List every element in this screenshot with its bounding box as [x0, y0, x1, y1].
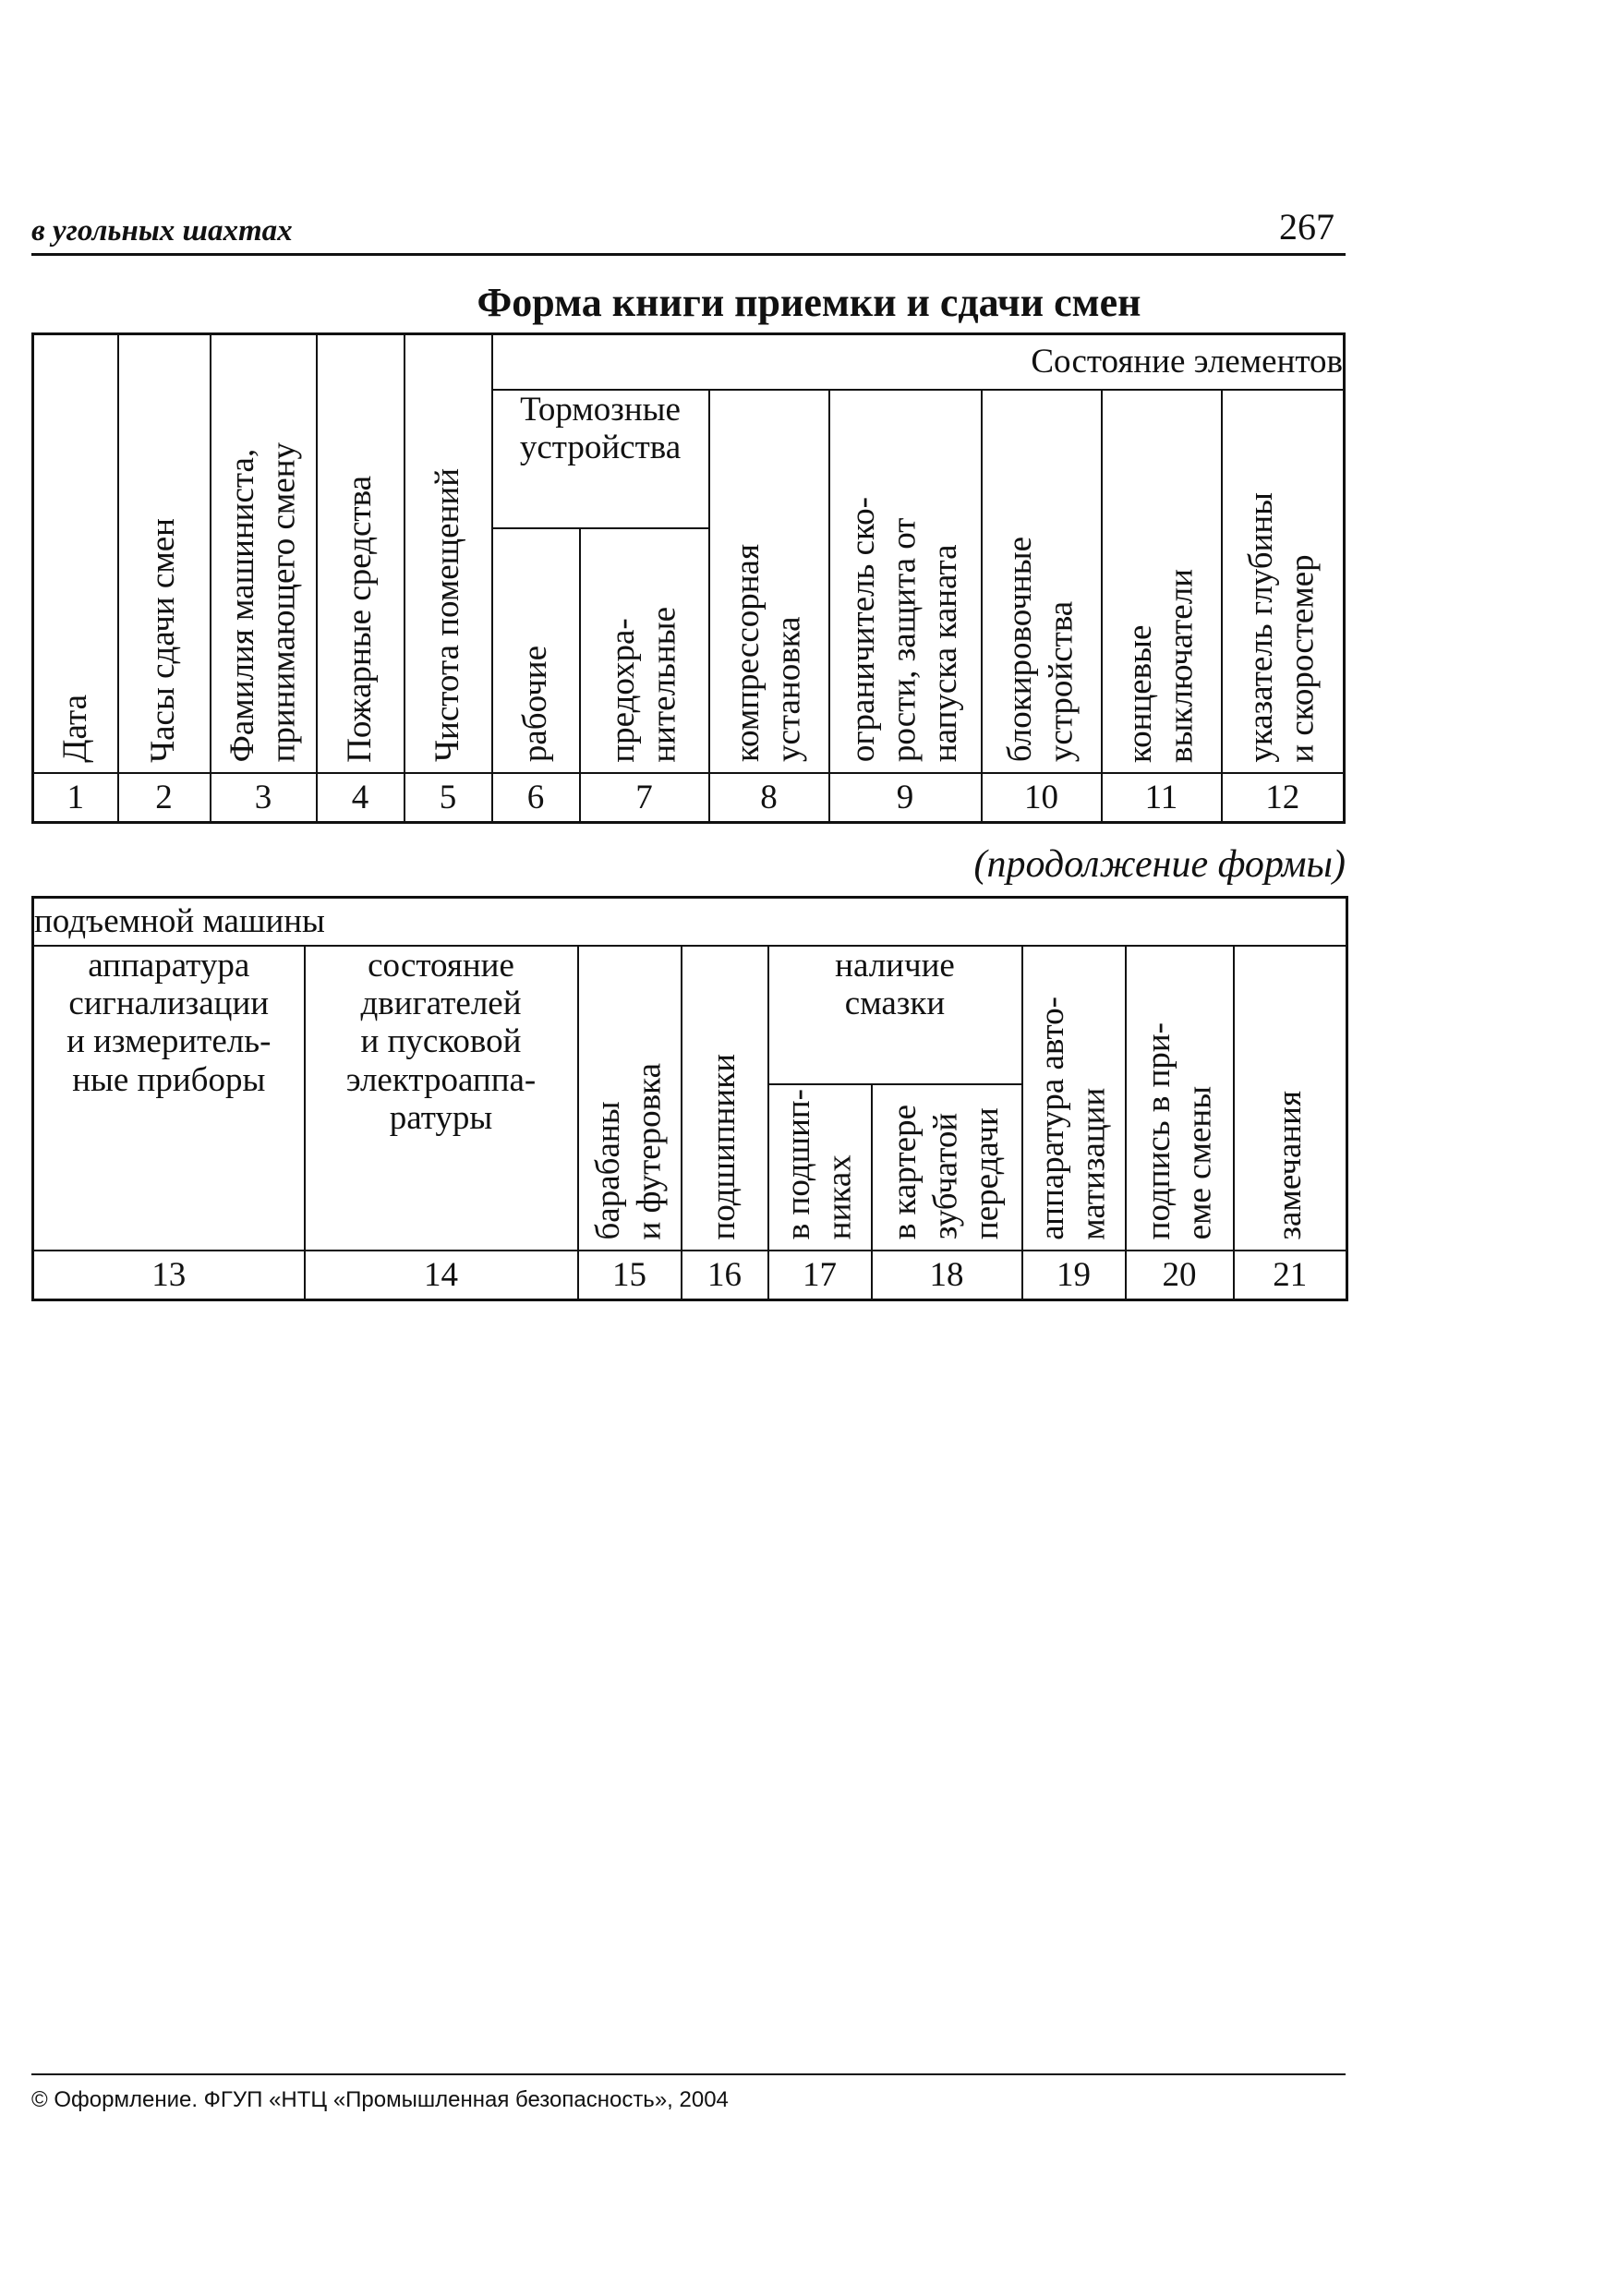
col-shift-hours-header: Часы сдачи смен [118, 334, 211, 773]
column-number: 3 [211, 773, 317, 823]
col-limit-switches-header: концевые выключатели [1102, 390, 1222, 773]
column-number: 14 [305, 1251, 578, 1300]
column-number: 2 [118, 773, 211, 823]
col-lubrication-bearings-header: в подшип- никах [768, 1084, 872, 1251]
column-number: 9 [829, 773, 982, 823]
brake-devices-group-header: Тормозные устройства [492, 390, 709, 528]
column-number: 13 [33, 1251, 305, 1300]
page-number: 267 [1279, 206, 1334, 248]
column-number: 16 [682, 1251, 768, 1300]
col-drums-lining-header: барабаны и футеровка [578, 946, 682, 1251]
col-depth-indicator-header: указатель глубины и скоростемер [1222, 390, 1345, 773]
running-header: в угольных шахтах [31, 214, 293, 248]
footer-rule [31, 2073, 1346, 2075]
column-number: 15 [578, 1251, 682, 1300]
column-number: 5 [404, 773, 492, 823]
col-bearings-header: подшипники [682, 946, 768, 1251]
shift-handover-table-part1 [31, 332, 1346, 824]
hoist-machine-group-header: подъемной машины [33, 898, 1347, 946]
column-number: 7 [580, 773, 709, 823]
col-interlock-devices-header: блокировочные устройства [982, 390, 1102, 773]
col-speed-limiter-header: ограничитель ско- рости, защита от напуска каната [829, 390, 982, 773]
shift-handover-table-part2 [31, 896, 1348, 1301]
column-number: 18 [872, 1251, 1022, 1300]
column-number: 17 [768, 1251, 872, 1300]
col-room-cleanliness-header: Чистота помещений [404, 334, 492, 773]
col-fire-equipment-header: Пожарные средства [317, 334, 404, 773]
form-title: Форма книги приемки и сдачи смен [477, 280, 1141, 325]
elements-state-group-header: Состояние элементов [492, 334, 1345, 390]
col-date-header: Дата [33, 334, 118, 773]
col-signaling-equipment-header: аппаратура сигнализации и измеритель- ные приборы [33, 946, 305, 1251]
header-rule [31, 253, 1346, 256]
column-number: 8 [709, 773, 829, 823]
column-number: 10 [982, 773, 1102, 823]
col-operator-name-header: Фамилия машиниста, принимающего смену [211, 334, 317, 773]
col-compressor-header: компрессорная установка [709, 390, 829, 773]
col-lubrication-gearbox-header: в картере зубчатой передачи [872, 1084, 1022, 1251]
column-number: 1 [33, 773, 118, 823]
col-signature-header: подпись в при- еме смены [1126, 946, 1234, 1251]
continuation-label: (продолжение формы) [973, 843, 1346, 886]
column-number: 12 [1222, 773, 1345, 823]
column-number: 21 [1234, 1251, 1347, 1300]
col-safety-brakes-header: предохра- нительные [580, 528, 709, 773]
column-number: 6 [492, 773, 580, 823]
column-number: 20 [1126, 1251, 1234, 1300]
col-remarks-header: замечания [1234, 946, 1347, 1251]
column-number: 4 [317, 773, 404, 823]
col-motor-state-header: состояние двигателей и пусковой электроаппа- ратуры [305, 946, 578, 1251]
col-automation-equipment-header: аппаратура авто- матизации [1022, 946, 1126, 1251]
copyright-footer: © Оформление. ФГУП «НТЦ «Промышленная безопасность», 2004 [31, 2087, 729, 2112]
lubrication-group-header: наличие смазки [768, 946, 1022, 1084]
col-working-brakes-header: рабочие [492, 528, 580, 773]
column-number: 11 [1102, 773, 1222, 823]
column-number: 19 [1022, 1251, 1126, 1300]
